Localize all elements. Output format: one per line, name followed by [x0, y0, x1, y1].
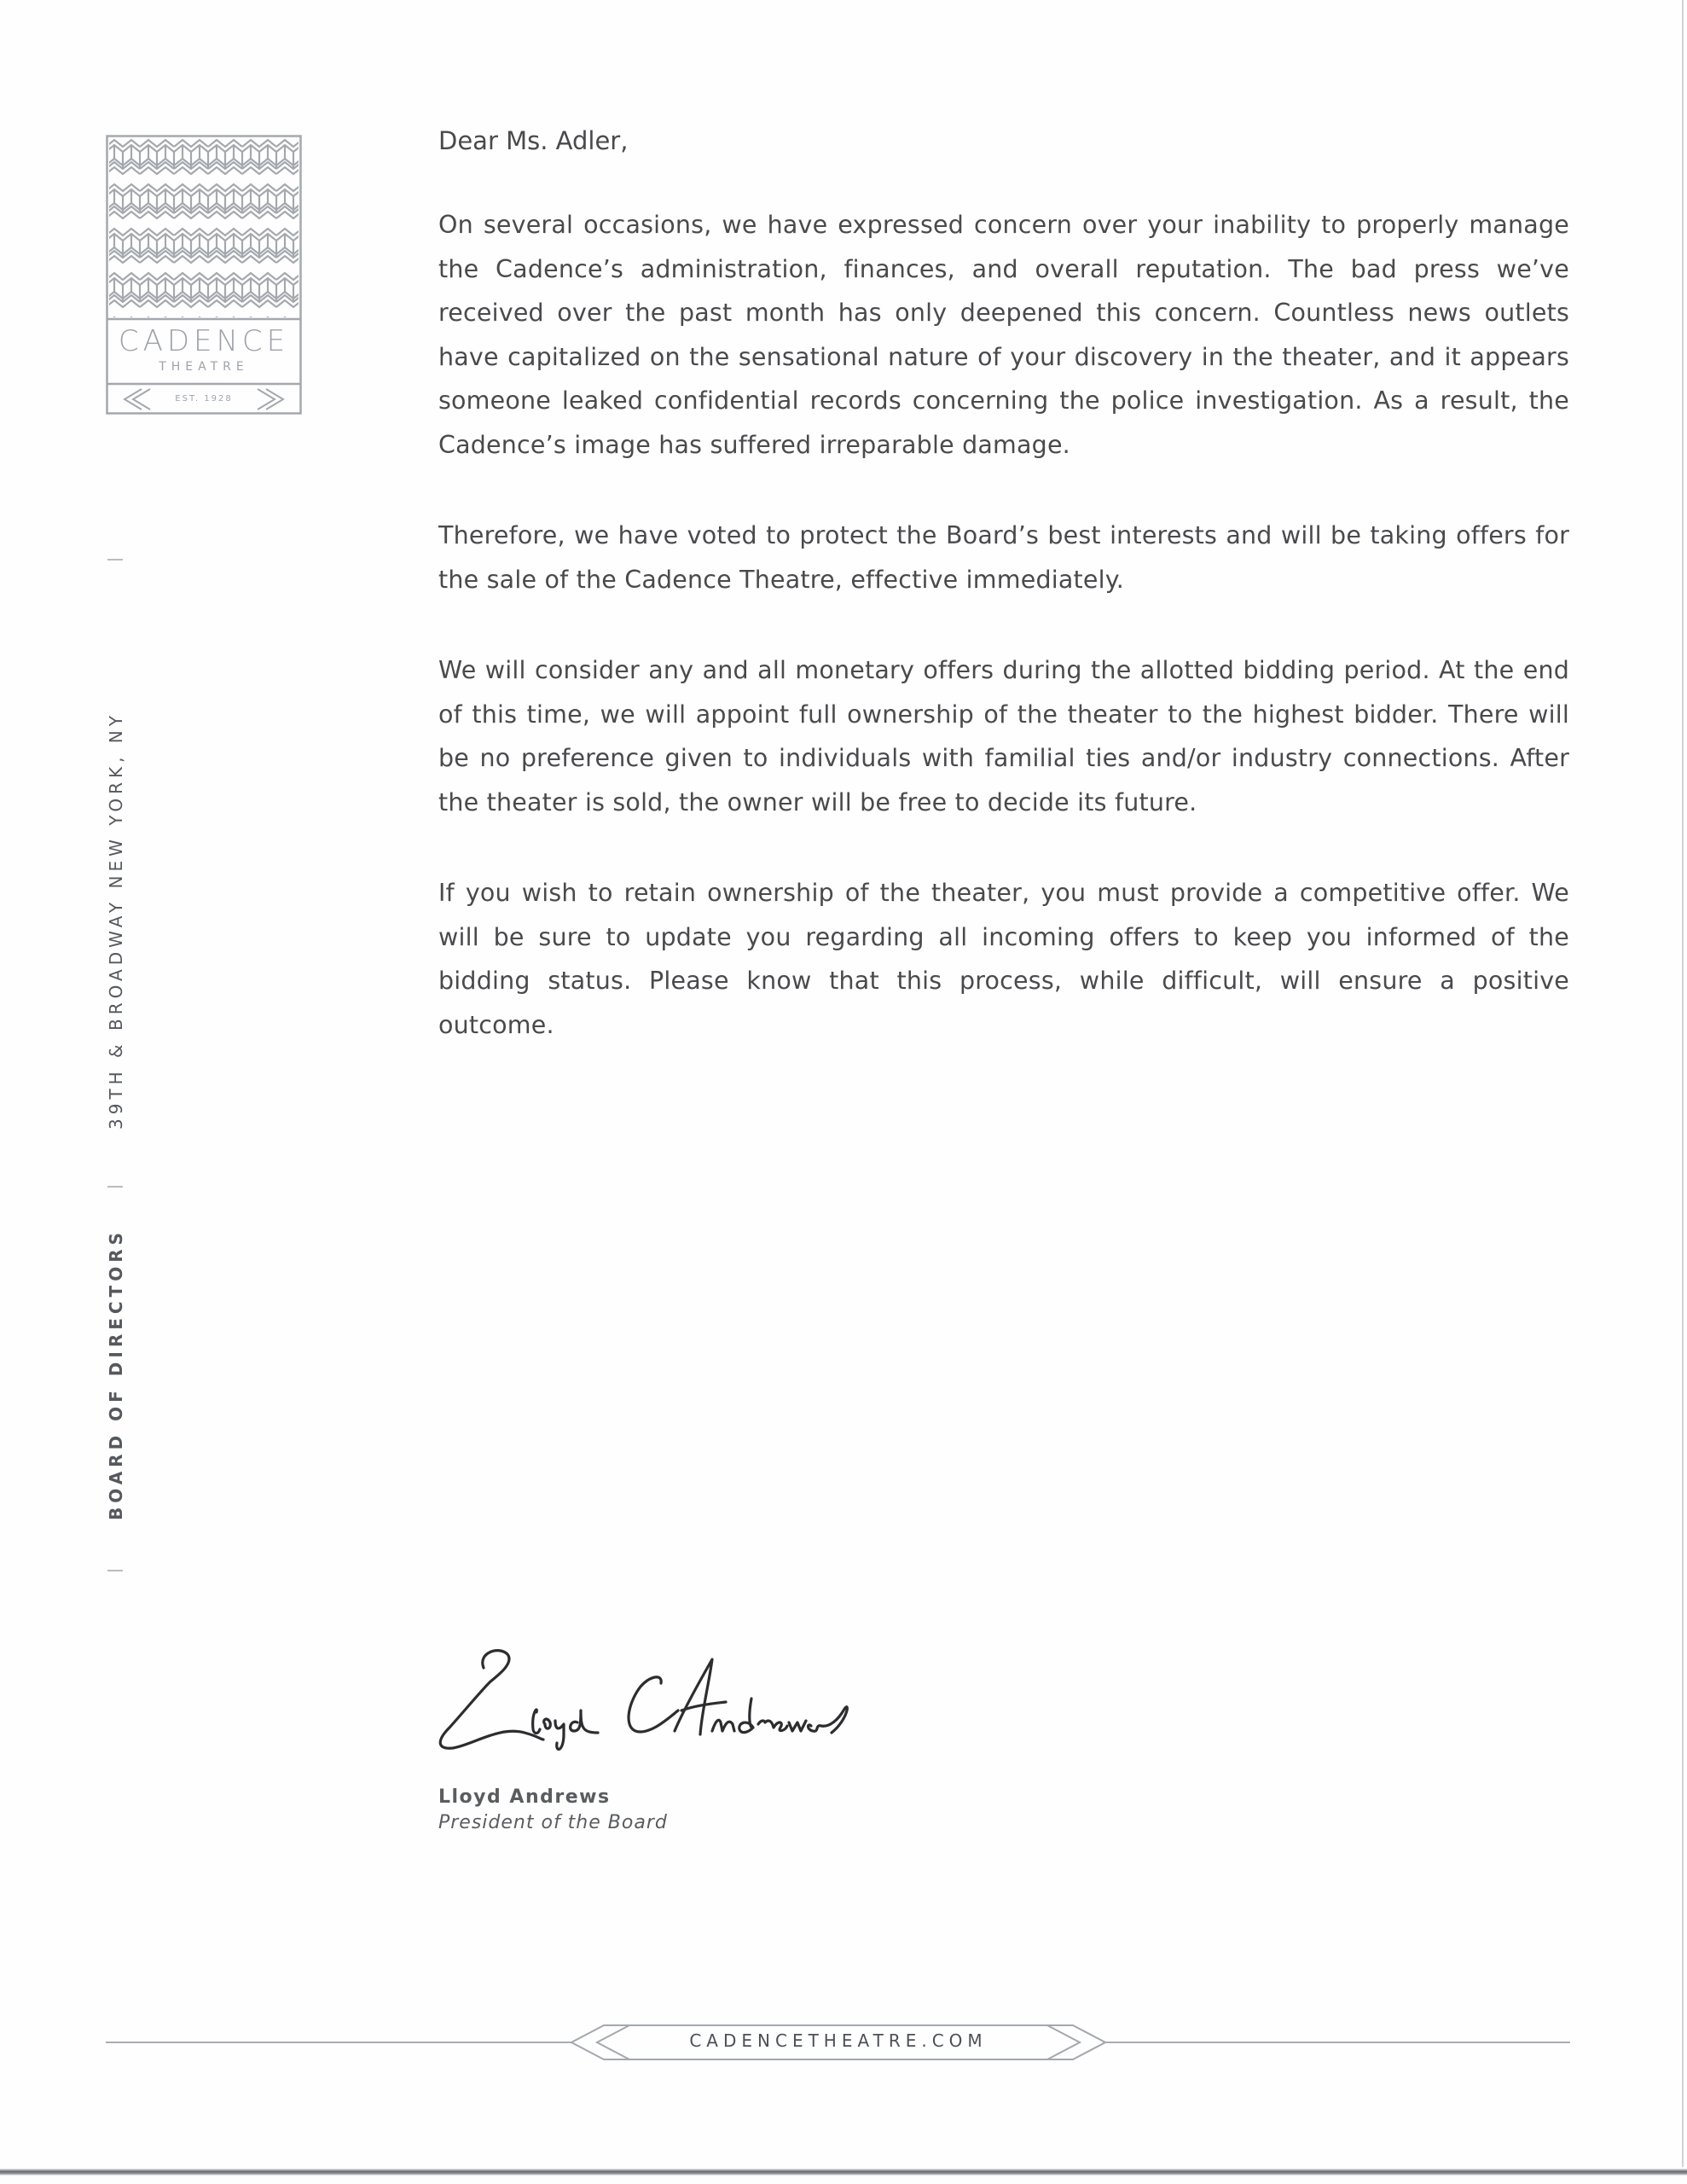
page-edge-bottom	[0, 2169, 1687, 2175]
page-edge-right	[1682, 0, 1684, 2167]
signer-title: President of the Board	[438, 1812, 668, 1833]
side-separator-bottom	[107, 1570, 123, 1571]
side-separator-top	[107, 559, 123, 561]
website-link[interactable]: CADENCETHEATRE.COM	[689, 2030, 988, 2051]
handwritten-signature	[431, 1634, 874, 1762]
footer-rule-right	[1103, 2042, 1570, 2043]
signer-name: Lloyd Andrews	[438, 1786, 611, 1808]
logo-name: CADENCE	[118, 324, 290, 358]
paragraph-2: Therefore, we have voted to protect the Board’s best interests and will be taking offers for the sale of the Cadence Theatre, effective immediately.	[438, 521, 1569, 594]
paragraph-3: We will consider any and all monetary offers during the allotted bidding period. At the end of this time, we will appoint full ownership of the theater to the highest bidder. There will be no preference given to individuals with familial ties and/or industry connections. After the theater is sold, the owner will be free to decide its future.	[438, 656, 1569, 816]
paragraph-4: If you wish to retain ownership of the theater, you must provide a competitive offer. We will be sure to update you regarding all incoming offers to keep you informed of the bidding status. Please know that this process, while difficult, will ensure a positive outcome.	[438, 879, 1569, 1039]
department-text: BOARD OF DIRECTORS	[106, 1228, 126, 1520]
logo-subtitle: THEATRE	[159, 360, 249, 374]
side-address	[106, 712, 136, 1130]
footer-rule-left	[106, 2042, 573, 2043]
paragraph-1: On several occasions, we have expressed concern over your inability to properly manage the Cadence’s administration, finances, and overall reputation. The bad press we’ve received over the past month has only deepened this concern. Countless news outlets have capitalized on the sensational nature of your discovery in the theater, and it appears someone leaked confidential records concerning the police investigation. As a result, the Cadence’s image has suffered irreparable damage.	[438, 211, 1569, 459]
logo-established: EST. 1928	[175, 394, 233, 404]
address-text: 39TH & BROADWAY NEW YORK, NY	[106, 712, 126, 1130]
side-department	[106, 1228, 136, 1520]
side-separator-middle	[107, 1186, 123, 1188]
salutation: Dear Ms. Adler,	[438, 126, 629, 155]
cadence-theatre-logo	[106, 135, 302, 415]
letter-body	[438, 126, 1569, 1094]
